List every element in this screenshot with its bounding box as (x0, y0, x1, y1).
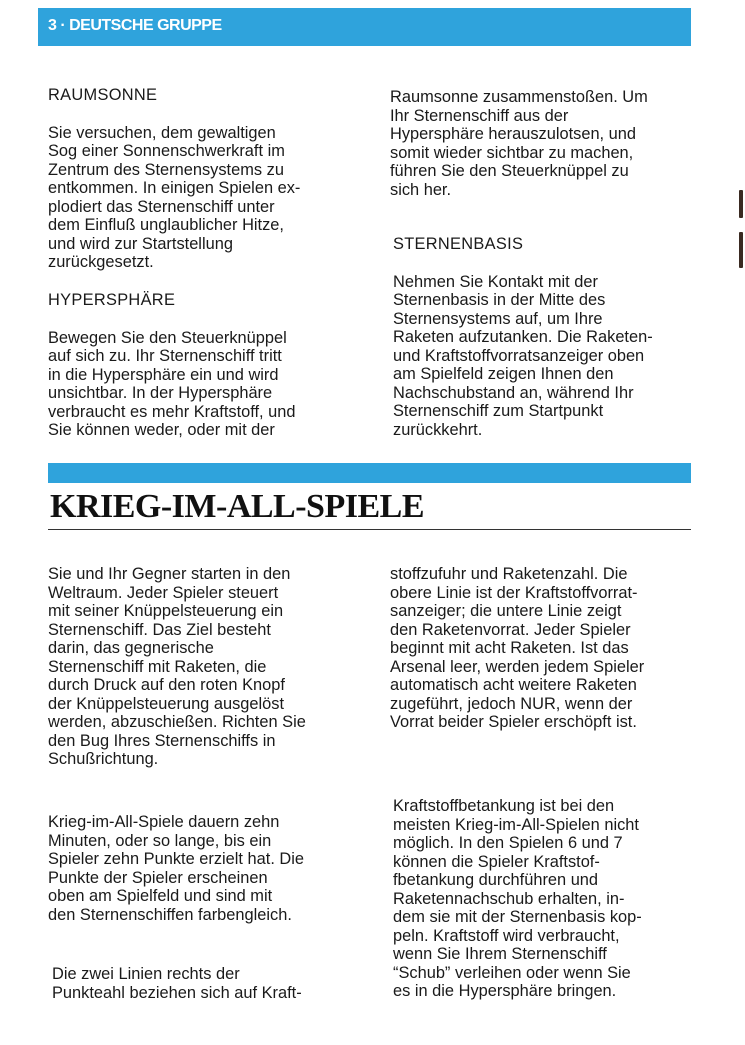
krieg-paragraph-1 (48, 565, 358, 769)
krieg-paragraph-3 (52, 965, 362, 1002)
text-hypersphaere-continued: Raumsonne zusammenstoßen. Um Ihr Sternenschiff aus der Hypersphäre herauszulotsen, und somit wieder sichtbar zu machen, führen Sie den Steuerknüppel zu sich her. (390, 88, 648, 199)
text-krieg-p4: stoffzufuhr und Raketenzahl. Die obere Linie ist der Kraftstoffvorrat- sanzeiger; die untere Linie zeigt den Raketenvorrat. Jeder Spieler beginnt mit acht Raketen. Ist das Arsenal leer, werden jedem Spieler automatisch acht weitere Raketen zugeführt, jedoch NUR, wenn der Vorrat beider Spieler erschöpft ist. (390, 565, 645, 731)
section-title-krieg: KRIEG-IM-ALL-SPIELE (50, 488, 424, 525)
krieg-paragraph-5 (393, 797, 703, 1001)
krieg-paragraph-4 (390, 565, 700, 732)
heading-sternenbasis: STERNENBASIS (393, 235, 524, 253)
text-krieg-p1: Sie und Ihr Gegner starten in den Weltraum. Jeder Spieler steuert mit seiner Knüppelsteuerung ein Sternenschiff. Das Ziel besteht darin, das gegnerische Sternenschiff mit Raketen, die durch Druck auf den roten Knopf der Knüppelsteuerung ausgelöst werden, abzuschießen. Richten Sie den Bug Ihres Sternenschiffs in Schußrichtung. (48, 565, 306, 768)
text-sternenbasis: Nehmen Sie Kontakt mit der Sternenbasis in der Mitte des Sternensystems auf, um Ihre Raketen aufzutanken. Die Raketen- und Kraftstoffvorratsanzeiger oben am Spielfeld zeigen Ihnen den Nachschubstand an, während Ihr Sternenschiff zum Startpunkt zurückkehrt. (393, 272, 653, 439)
heading-raumsonne: RAUMSONNE (48, 86, 158, 104)
text-krieg-p3: Die zwei Linien rechts der Punkteahl beziehen sich auf Kraft- (52, 965, 302, 1002)
section-hypersphaere (48, 291, 348, 440)
header-title: 3 · DEUTSCHE GRUPPE (48, 17, 222, 34)
section-raumsonne (48, 86, 348, 272)
text-krieg-p5: Kraftstoffbetankung ist bei den meisten Krieg-im-All-Spielen nicht möglich. In den Spielen 6 und 7 können die Spieler Kraftstof- fbetankung durchführen und Raketennachschub erhalten, in- dem sie mit der Sternenbasis kop- peln. Kraftstoff wird verbraucht, wenn Sie Ihrem Sternenschiff “Schub” verleihen oder wenn Sie es in die Hypersphäre bringen. (393, 797, 642, 1000)
section-title-underline (48, 529, 691, 530)
krieg-paragraph-2 (48, 813, 358, 924)
text-hypersphaere: Bewegen Sie den Steuerknüppel auf sich zu. Ihr Sternenschiff tritt in die Hypersphäre ein und wird unsichtbar. In der Hypersphäre verbraucht es mehr Kraftstoff, und Sie können weder, oder mit der (48, 328, 296, 439)
heading-hypersphaere: HYPERSPHÄRE (48, 291, 176, 309)
section-sternenbasis (393, 235, 693, 439)
text-raumsonne: Sie versuchen, dem gewaltigen Sog einer Sonnenschwerkraft im Zentrum des Sternensystems zu entkommen. In einigen Spielen ex- plodiert das Sternenschiff unter dem Einfluß unglaublicher Hitze, und wird zur Startstellung zurückgesetzt. (48, 123, 301, 271)
header-bar (38, 8, 691, 46)
section-hypersphaere-continued (390, 88, 690, 199)
page-edge-mark-1 (739, 190, 743, 218)
text-krieg-p2: Krieg-im-All-Spiele dauern zehn Minuten, oder so lange, bis ein Spieler zehn Punkte erzielt hat. Die Punkte der Spieler erscheinen oben am Spielfeld und sind mit den Sternenschiffen farbengleich. (48, 813, 305, 924)
page-edge-mark-2 (739, 232, 743, 268)
section-divider-bar (48, 463, 691, 483)
